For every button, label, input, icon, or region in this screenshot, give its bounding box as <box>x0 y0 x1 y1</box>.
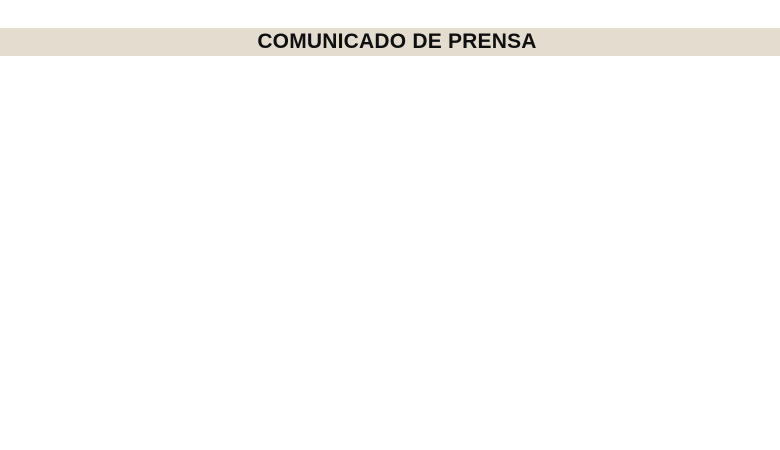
page-title: COMUNICADO DE PRENSA <box>257 30 537 53</box>
press-release-header <box>0 28 780 56</box>
